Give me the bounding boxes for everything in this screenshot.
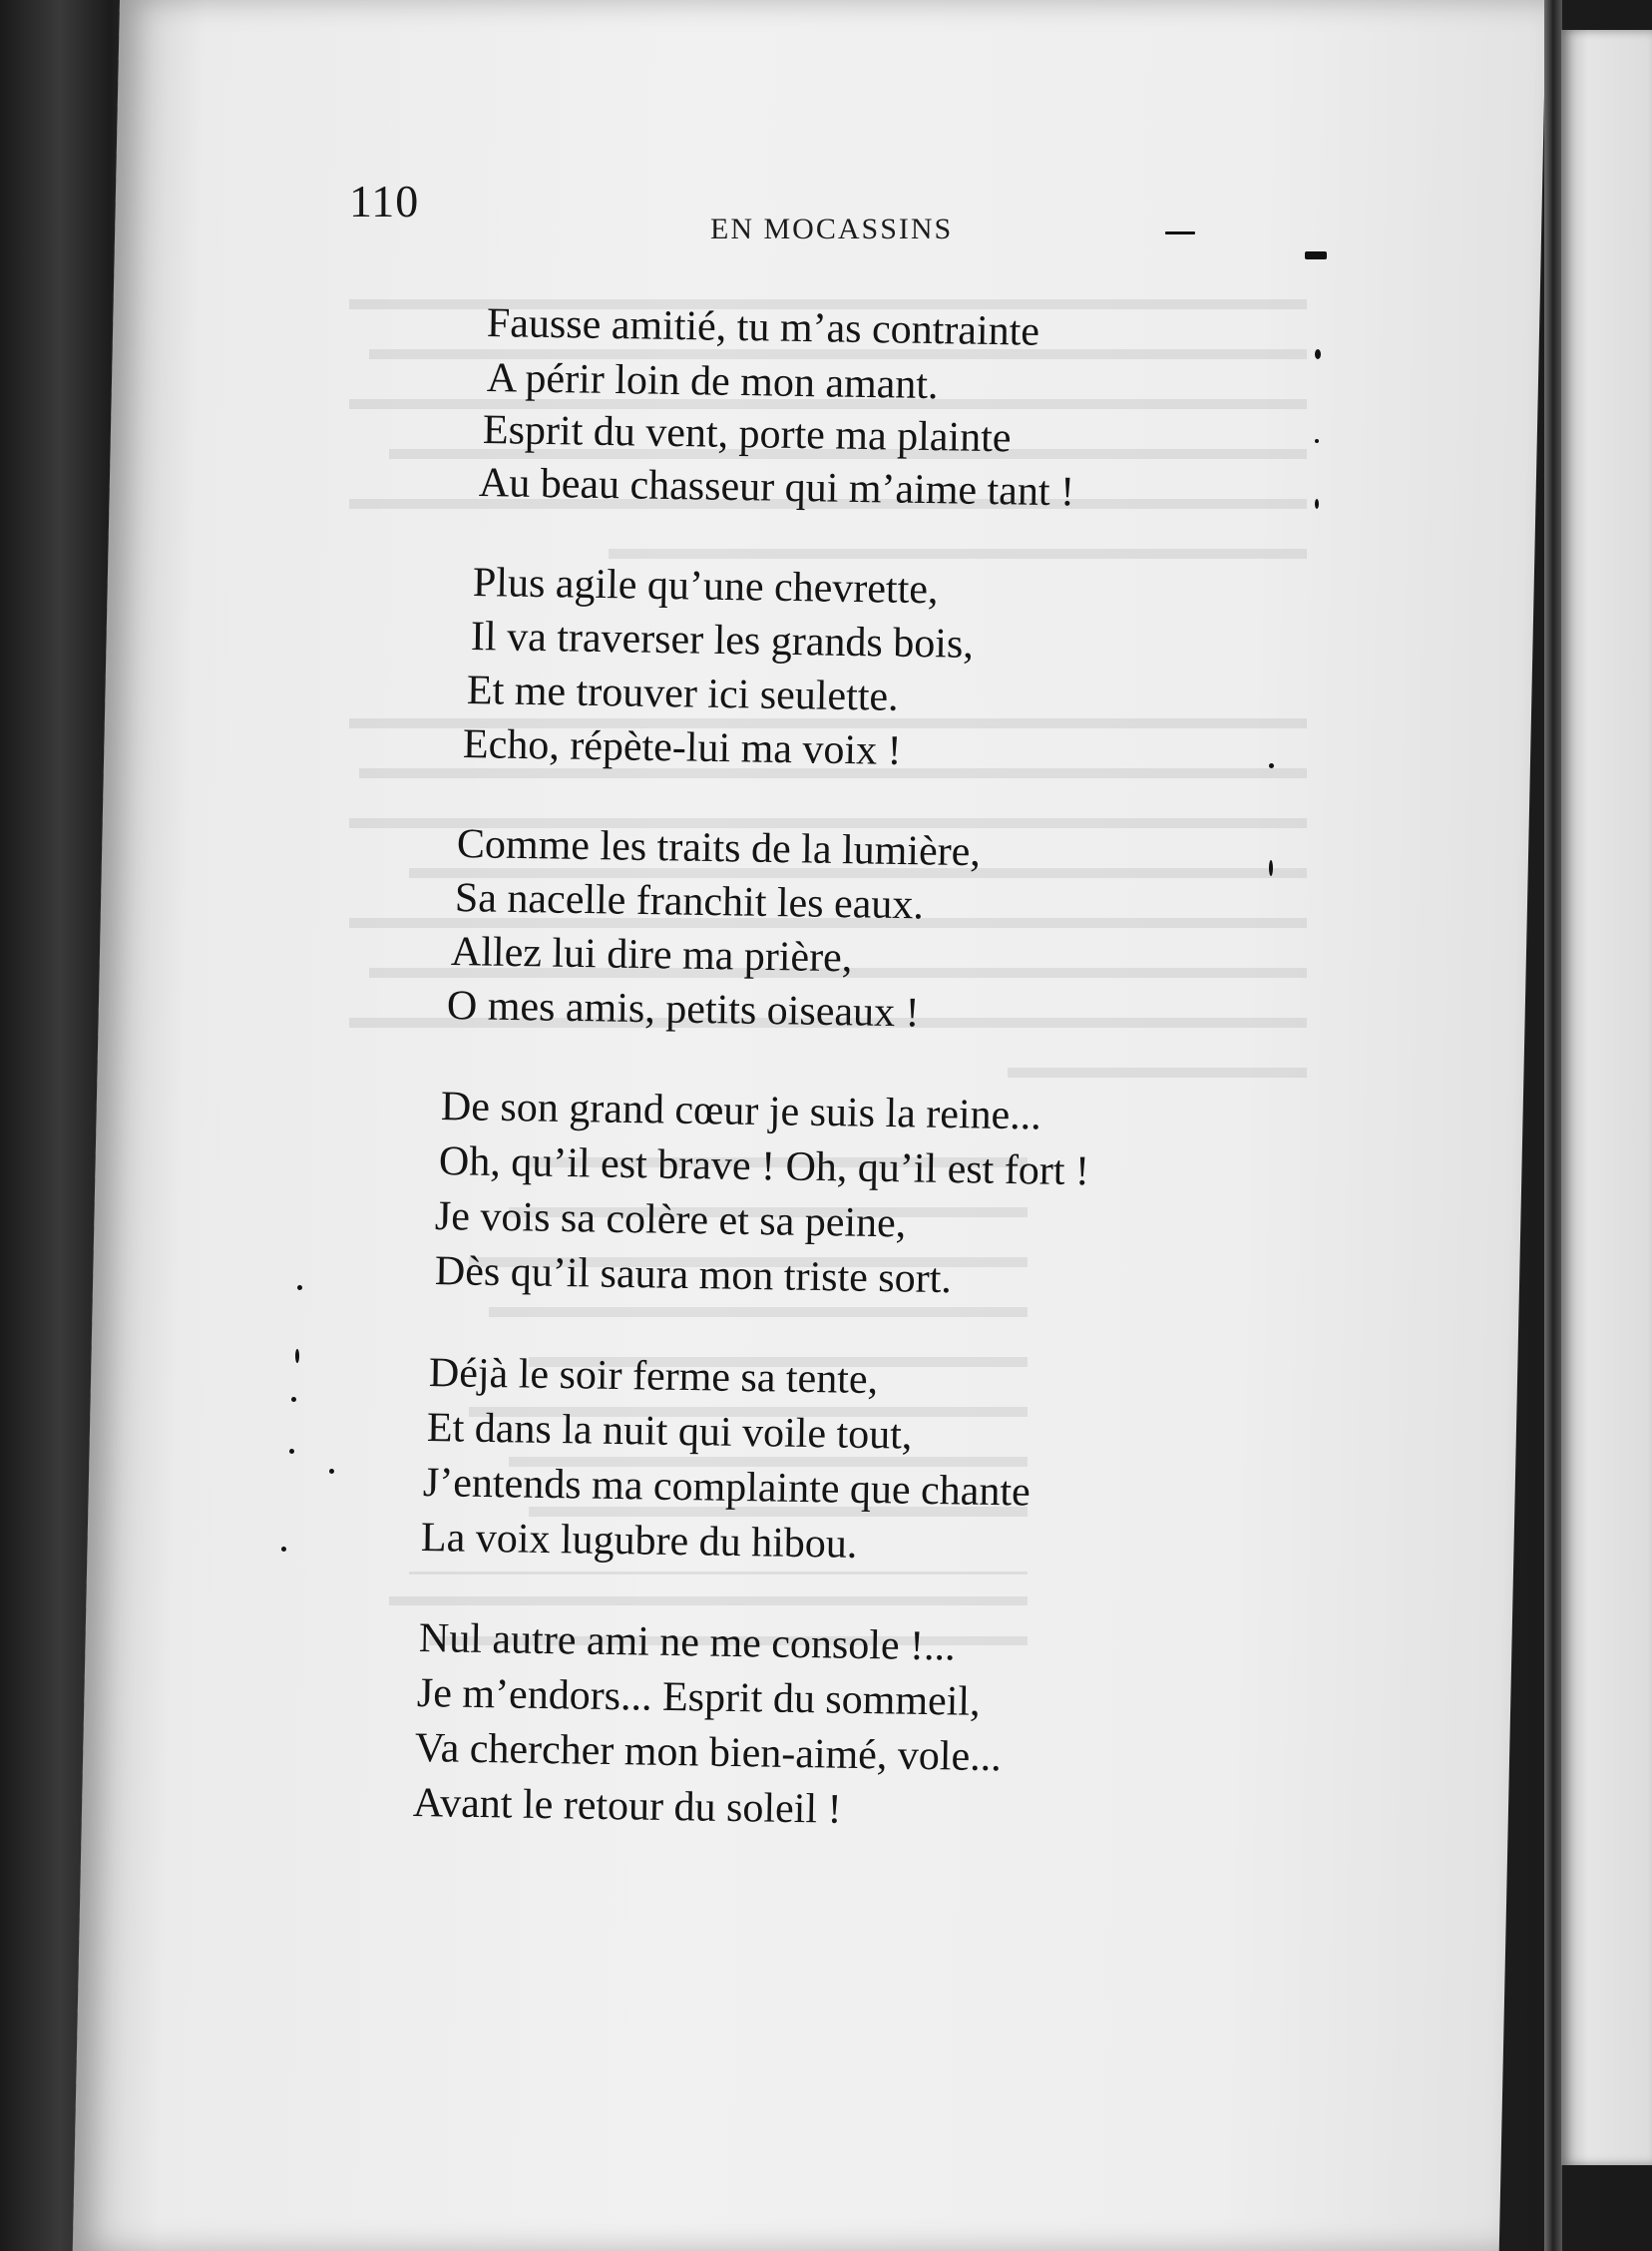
verse-line: Il va traverser les grands bois, [470, 614, 975, 668]
verse-line: Plus agile qu’une chevrette, [472, 560, 939, 614]
page-number: 110 [349, 176, 420, 226]
ink-speck [1165, 231, 1195, 234]
verse-line: O mes amis, petits oiseaux ! [446, 983, 920, 1037]
ink-speck [1305, 251, 1327, 259]
ink-speck [329, 1469, 334, 1474]
ink-speck [289, 1449, 294, 1454]
verse-line: Au beau chasseur qui m’aime tant ! [478, 460, 1075, 516]
verse-line: La voix lugubre du hibou. [420, 1515, 858, 1568]
ink-speck [1269, 763, 1274, 768]
verse-line: Déjà le soir ferme sa tente, [428, 1350, 879, 1404]
verse-line: Avant le retour du soleil ! [412, 1780, 842, 1833]
verse-line: Allez lui dire ma prière, [450, 929, 853, 982]
ink-speck [281, 1547, 286, 1552]
verse-line: De son grand cœur je suis la reine... [440, 1084, 1042, 1139]
verse-line: Nul autre ami ne me console !... [418, 1615, 956, 1670]
ink-speck [1315, 349, 1321, 359]
verse-line: Esprit du vent, porte ma plainte [482, 407, 1012, 462]
verse-line: A périr loin de mon amant. [486, 355, 939, 409]
verse-line: Comme les traits de la lumière, [456, 821, 982, 876]
verse-line: Et me trouver ici seulette. [466, 668, 899, 720]
verse-line: Sa nacelle franchit les eaux. [454, 875, 925, 929]
verse-line: Je m’endors... Esprit du sommeil, [416, 1670, 981, 1725]
ink-speck [295, 1349, 299, 1363]
running-head: EN MOCASSINS [710, 213, 954, 245]
ink-speck [297, 1285, 302, 1290]
verse-line: J’entends ma complainte que chante [422, 1460, 1032, 1516]
verse-line: Va chercher mon bien-aimé, vole... [414, 1725, 1003, 1781]
ink-speck [1315, 499, 1319, 509]
verse-line: Echo, répète-lui ma voix ! [462, 721, 902, 774]
verse-line: Fausse amitié, tu m’as contrainte [486, 300, 1040, 355]
verse-line: Oh, qu’il est brave ! Oh, qu’il est fort ! [438, 1138, 1090, 1195]
verse-line: Et dans la nuit qui voile tout, [426, 1405, 913, 1459]
ink-speck [1269, 860, 1273, 876]
ink-speck [291, 1397, 296, 1402]
ink-speck [1315, 439, 1319, 443]
verse-line: Je vois sa colère et sa peine, [434, 1193, 907, 1247]
verse-line: Dès qu’il saura mon triste sort. [434, 1248, 953, 1303]
